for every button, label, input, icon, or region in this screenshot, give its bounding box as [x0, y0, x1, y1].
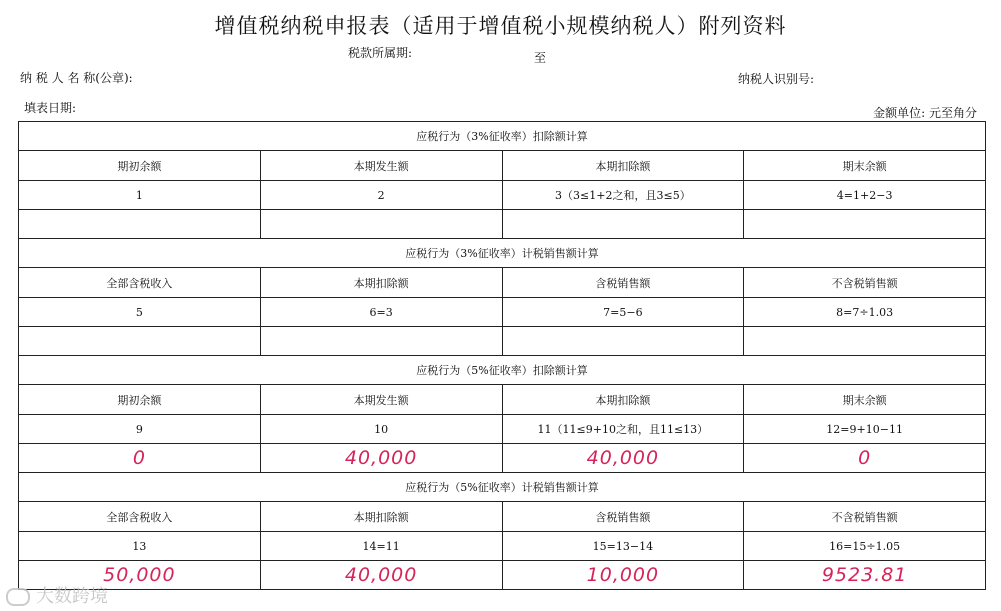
value-cell[interactable]	[502, 210, 744, 239]
formula-cell: 9	[19, 415, 261, 444]
value-cell[interactable]: 0	[744, 444, 986, 473]
column-header: 本期扣除额	[502, 385, 744, 415]
formula-cell: 5	[19, 298, 261, 327]
formula-cell: 6=3	[260, 298, 502, 327]
tax-period-label: 税款所属期:	[348, 46, 413, 60]
formula-row	[19, 181, 986, 210]
section-title: 应税行为（3%征收率）计税销售额计算	[19, 239, 986, 268]
formula-cell: 3（3≤1+2之和，且3≤5）	[502, 181, 744, 210]
value-cell[interactable]: 50,000	[19, 561, 261, 590]
value-cell[interactable]	[260, 210, 502, 239]
header-row	[19, 385, 986, 415]
formula-cell: 13	[19, 532, 261, 561]
value-cell[interactable]: 9523.81	[744, 561, 986, 590]
value-row	[19, 444, 986, 473]
section-title-row	[19, 473, 986, 502]
formula-cell: 12=9+10−11	[744, 415, 986, 444]
value-cell[interactable]	[19, 210, 261, 239]
column-header: 不含税销售额	[744, 502, 986, 532]
column-header: 全部含税收入	[19, 502, 261, 532]
value-row	[19, 327, 986, 356]
taxpayer-id-label: 纳税人识别号:	[738, 72, 815, 86]
watermark	[6, 582, 108, 608]
value-cell[interactable]: 10,000	[502, 561, 744, 590]
value-cell[interactable]	[744, 327, 986, 356]
formula-cell: 4=1+2−3	[744, 181, 986, 210]
formula-cell: 16=15÷1.05	[744, 532, 986, 561]
value-row	[19, 561, 986, 590]
deduction-table	[18, 121, 986, 590]
column-header: 本期发生额	[260, 385, 502, 415]
header-row	[19, 502, 986, 532]
formula-row	[19, 415, 986, 444]
formula-row	[19, 532, 986, 561]
taxpayer-name-label: 纳 税 人 名 称(公章):	[20, 71, 133, 85]
column-header: 期末余额	[744, 385, 986, 415]
formula-cell: 7=5−6	[502, 298, 744, 327]
column-header: 不含税销售额	[744, 268, 986, 298]
value-cell[interactable]: 40,000	[502, 444, 744, 473]
header-row	[19, 151, 986, 181]
column-header: 本期扣除额	[502, 151, 744, 181]
section-title: 应税行为（5%征收率）计税销售额计算	[19, 473, 986, 502]
fill-date-label: 填表日期:	[24, 101, 77, 115]
section-title: 应税行为（3%征收率）扣除额计算	[19, 122, 986, 151]
value-cell[interactable]: 0	[19, 444, 261, 473]
column-header: 期初余额	[19, 385, 261, 415]
column-header: 本期发生额	[260, 151, 502, 181]
section-title-row	[19, 122, 986, 151]
column-header: 期末余额	[744, 151, 986, 181]
section-title-row	[19, 239, 986, 268]
watermark-logo-icon	[6, 588, 30, 606]
column-header: 期初余额	[19, 151, 261, 181]
column-header: 全部含税收入	[19, 268, 261, 298]
form-title: 增值税纳税申报表（适用于增值税小规模纳税人）附列资料	[214, 14, 787, 38]
formula-cell: 14=11	[260, 532, 502, 561]
amount-unit-label: 金额单位: 元至角分	[873, 106, 977, 120]
formula-cell: 8=7÷1.03	[744, 298, 986, 327]
value-cell[interactable]: 40,000	[260, 561, 502, 590]
formula-cell: 11（11≤9+10之和，且11≤13）	[502, 415, 744, 444]
header-row	[19, 268, 986, 298]
formula-cell: 1	[19, 181, 261, 210]
section-title: 应税行为（5%征收率）扣除额计算	[19, 356, 986, 385]
value-cell[interactable]	[260, 327, 502, 356]
formula-cell: 2	[260, 181, 502, 210]
column-header: 本期扣除额	[260, 268, 502, 298]
watermark-text: 大数跨境	[36, 586, 108, 607]
value-cell[interactable]: 40,000	[260, 444, 502, 473]
value-row	[19, 210, 986, 239]
column-header: 含税销售额	[502, 502, 744, 532]
tax-period-to: 至	[534, 51, 547, 65]
formula-cell: 15=13−14	[502, 532, 744, 561]
value-cell[interactable]	[19, 327, 261, 356]
formula-cell: 10	[260, 415, 502, 444]
formula-row	[19, 298, 986, 327]
value-cell[interactable]	[502, 327, 744, 356]
section-title-row	[19, 356, 986, 385]
value-cell[interactable]	[744, 210, 986, 239]
column-header: 含税销售额	[502, 268, 744, 298]
column-header: 本期扣除额	[260, 502, 502, 532]
